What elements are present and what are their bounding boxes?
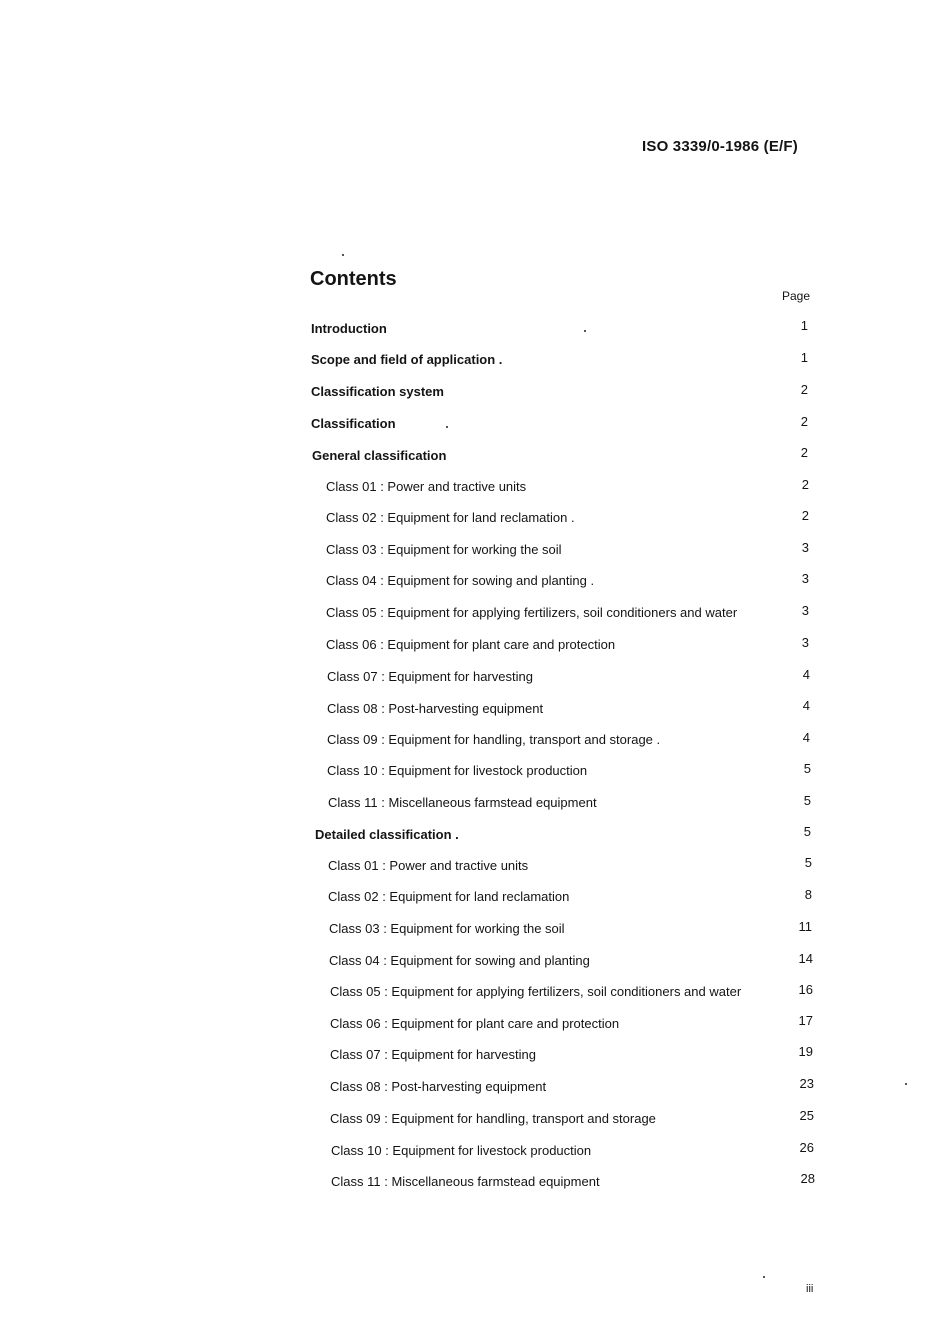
- toc-entry-general-class-04[interactable]: Class 04 : Equipment for sowing and planting .: [326, 573, 595, 588]
- page-column-label: Page: [782, 289, 811, 303]
- toc-page-number: 1: [800, 318, 808, 333]
- toc-entry-introduction[interactable]: Introduction: [311, 321, 387, 336]
- toc-entry-general-class-09[interactable]: Class 09 : Equipment for handling, transport and storage .: [327, 732, 661, 747]
- scan-speck: [446, 426, 448, 428]
- toc-page-number: 23: [799, 1076, 814, 1091]
- toc-page-number: 26: [799, 1140, 814, 1155]
- toc-entry-general-class-10[interactable]: Class 10 : Equipment for livestock production: [327, 763, 588, 778]
- toc-entry-detailed-class-11[interactable]: Class 11 : Miscellaneous farmstead equipment: [331, 1174, 600, 1189]
- toc-entry-detailed-class-03[interactable]: Class 03 : Equipment for working the soil: [329, 921, 565, 936]
- toc-entry-detailed-class-07[interactable]: Class 07 : Equipment for harvesting: [330, 1047, 536, 1062]
- toc-entry-detailed-class-05[interactable]: Class 05 : Equipment for applying fertilizers, soil conditioners and water: [330, 984, 742, 999]
- toc-page-number: 2: [801, 477, 809, 492]
- toc-page-number: 2: [800, 445, 808, 460]
- toc-page-number: 4: [802, 667, 810, 682]
- toc-entry-general-class-02[interactable]: Class 02 : Equipment for land reclamation .: [326, 510, 575, 525]
- toc-page-number: 28: [800, 1171, 815, 1186]
- toc-entry-detailed-class-06[interactable]: Class 06 : Equipment for plant care and protection: [330, 1016, 620, 1031]
- toc-entry-detailed-class-01[interactable]: Class 01 : Power and tractive units: [328, 858, 529, 873]
- toc-page-number: 14: [798, 951, 813, 966]
- toc-page-number: 5: [803, 824, 811, 839]
- toc-page-number: 2: [800, 382, 808, 397]
- toc-page-number: 3: [801, 571, 809, 586]
- toc-page-number: 1: [800, 350, 808, 365]
- toc-page-number: 5: [804, 855, 812, 870]
- contents-title: Contents: [310, 268, 397, 290]
- toc-page-number: 11: [798, 919, 812, 934]
- page-folio: iii: [806, 1283, 814, 1295]
- toc-entry-scope[interactable]: Scope and field of application .: [311, 352, 503, 367]
- scan-speck: [763, 1276, 765, 1278]
- toc-entry-classification[interactable]: Classification: [311, 416, 396, 431]
- toc-entry-detailed-class-02[interactable]: Class 02 : Equipment for land reclamation: [328, 889, 570, 904]
- toc-entry-general-class-03[interactable]: Class 03 : Equipment for working the soil: [326, 542, 562, 557]
- toc-entry-detailed-class-09[interactable]: Class 09 : Equipment for handling, transport and storage: [330, 1111, 656, 1126]
- toc-entry-general-class-08[interactable]: Class 08 : Post-harvesting equipment: [327, 701, 544, 716]
- toc-entry-general-classification[interactable]: General classification: [312, 448, 447, 463]
- toc-entry-detailed-classification[interactable]: Detailed classification .: [315, 827, 459, 842]
- toc-entry-general-class-06[interactable]: Class 06 : Equipment for plant care and protection: [326, 637, 616, 652]
- toc-entry-general-class-07[interactable]: Class 07 : Equipment for harvesting: [327, 669, 533, 684]
- toc-page-number: 19: [798, 1044, 813, 1059]
- toc-page-number: 5: [803, 793, 811, 808]
- toc-entry-general-class-01[interactable]: Class 01 : Power and tractive units: [326, 479, 527, 494]
- toc-entry-detailed-class-04[interactable]: Class 04 : Equipment for sowing and planting: [329, 953, 590, 968]
- toc-entry-detailed-class-08[interactable]: Class 08 : Post-harvesting equipment: [330, 1079, 547, 1094]
- toc-entry-classification-system[interactable]: Classification system: [311, 384, 444, 399]
- toc-page-number: 2: [801, 508, 809, 523]
- toc-entry-general-class-11[interactable]: Class 11 : Miscellaneous farmstead equipment: [328, 795, 597, 810]
- toc-page-number: 5: [803, 761, 811, 776]
- toc-page-number: 16: [798, 982, 813, 997]
- scan-speck: [905, 1083, 907, 1085]
- toc-page-number: 3: [801, 635, 809, 650]
- scan-speck: [342, 254, 344, 256]
- toc-page-number: 25: [799, 1108, 814, 1123]
- toc-page-number: 4: [802, 730, 810, 745]
- toc-page-number: 4: [802, 698, 810, 713]
- toc-page-number: 2: [800, 414, 808, 429]
- toc-page-number: 17: [798, 1013, 813, 1028]
- toc-entry-detailed-class-10[interactable]: Class 10 : Equipment for livestock production: [331, 1143, 592, 1158]
- toc-page-number: 8: [804, 887, 812, 902]
- toc-entry-general-class-05[interactable]: Class 05 : Equipment for applying fertilizers, soil conditioners and water: [326, 605, 738, 620]
- toc-page-number: 3: [801, 603, 809, 618]
- document-identifier: ISO 3339/0-1986 (E/F): [642, 138, 798, 155]
- toc-page-number: 3: [801, 540, 809, 555]
- scan-speck: [584, 330, 586, 332]
